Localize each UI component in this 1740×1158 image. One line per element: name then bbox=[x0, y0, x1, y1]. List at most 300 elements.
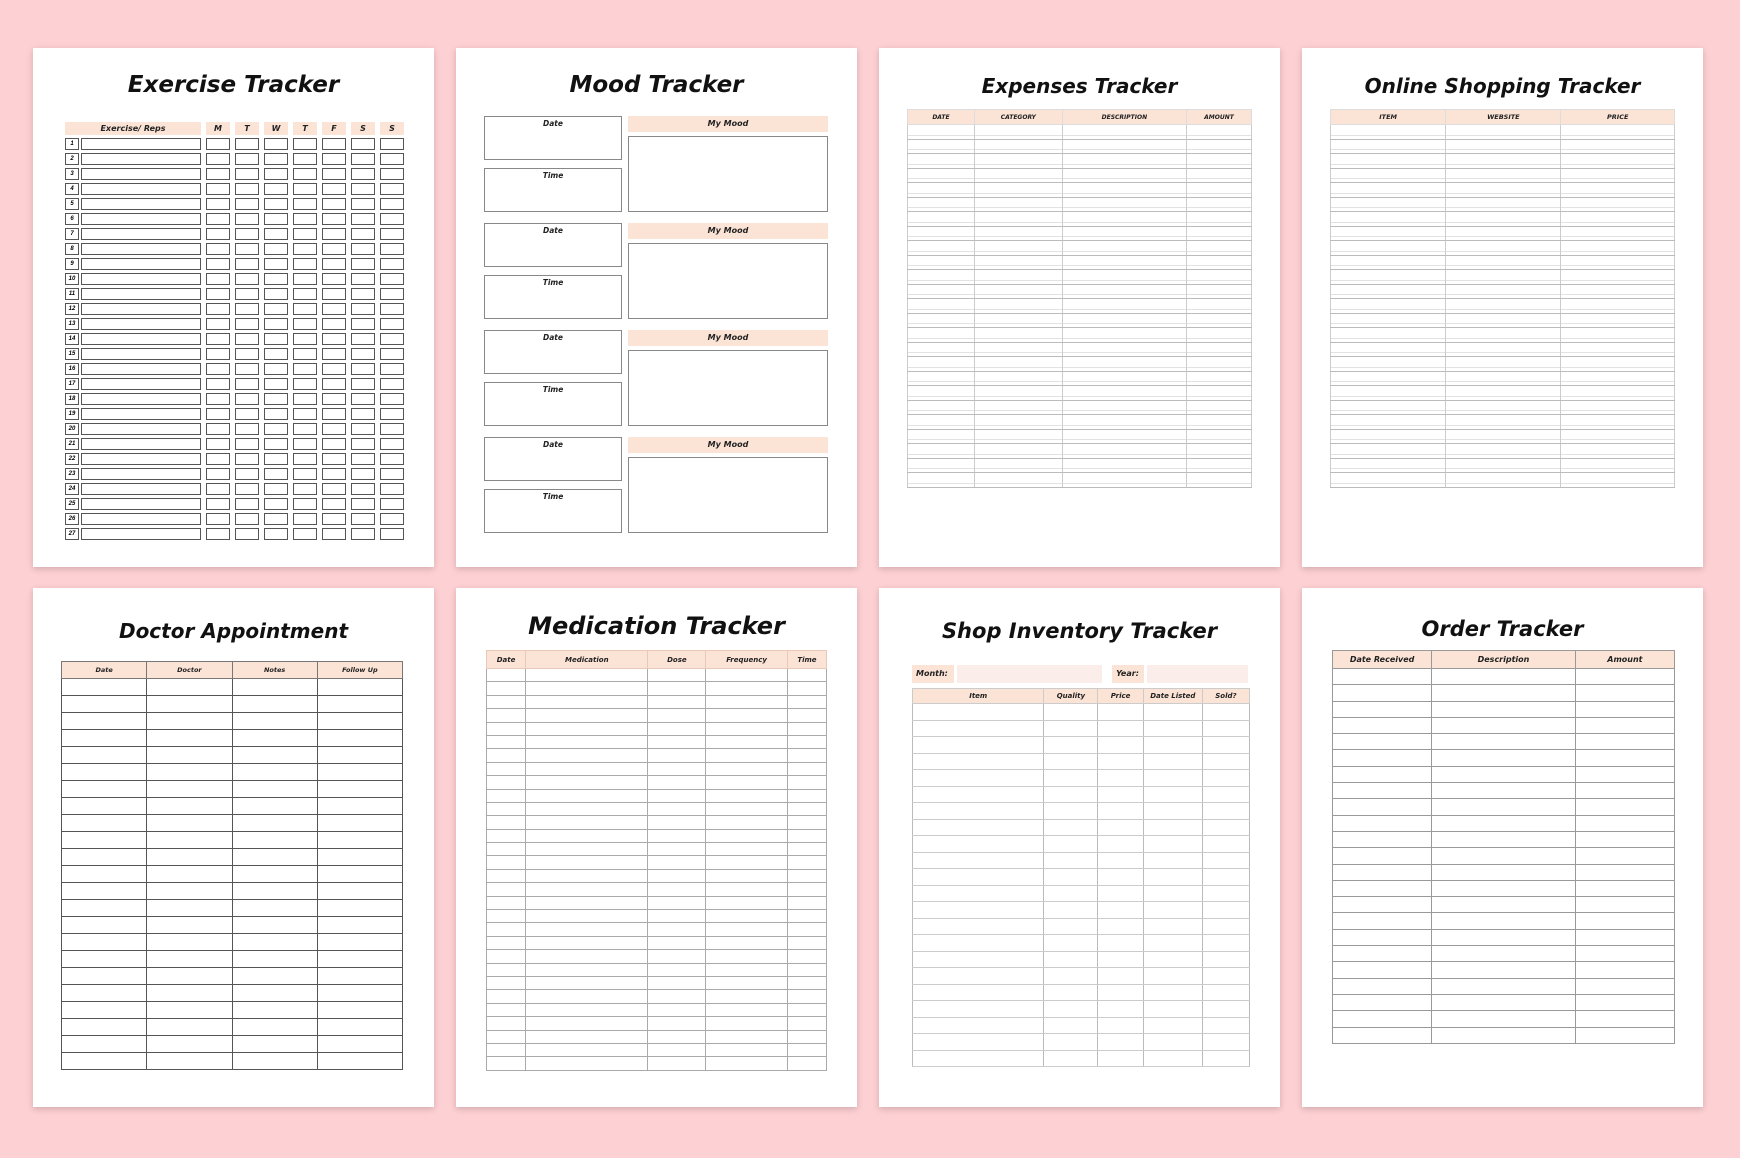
table-cell[interactable] bbox=[1143, 737, 1202, 754]
day-checkbox[interactable] bbox=[235, 333, 259, 345]
day-checkbox[interactable] bbox=[235, 258, 259, 270]
table-cell[interactable] bbox=[1143, 836, 1202, 853]
table-cell[interactable] bbox=[787, 990, 826, 1003]
table-cell[interactable] bbox=[1187, 400, 1252, 415]
table-cell[interactable] bbox=[1062, 183, 1186, 198]
table-cell[interactable] bbox=[147, 849, 232, 866]
table-cell[interactable] bbox=[487, 843, 526, 856]
table-cell[interactable] bbox=[1331, 125, 1446, 140]
table-cell[interactable] bbox=[487, 802, 526, 815]
day-checkbox[interactable] bbox=[322, 438, 346, 450]
table-cell[interactable] bbox=[1187, 458, 1252, 473]
table-cell[interactable] bbox=[1062, 357, 1186, 372]
table-cell[interactable] bbox=[1446, 342, 1561, 357]
table-cell[interactable] bbox=[706, 722, 788, 735]
table-cell[interactable] bbox=[1202, 1001, 1249, 1018]
table-cell[interactable] bbox=[1333, 734, 1432, 750]
day-checkbox[interactable] bbox=[380, 468, 404, 480]
day-checkbox[interactable] bbox=[351, 258, 375, 270]
table-cell[interactable] bbox=[648, 709, 706, 722]
table-cell[interactable] bbox=[1432, 799, 1576, 815]
table-cell[interactable] bbox=[232, 866, 317, 883]
table-cell[interactable] bbox=[147, 1036, 232, 1053]
table-cell[interactable] bbox=[487, 950, 526, 963]
table-cell[interactable] bbox=[908, 400, 975, 415]
table-cell[interactable] bbox=[706, 776, 788, 789]
table-cell[interactable] bbox=[526, 936, 648, 949]
exercise-input[interactable] bbox=[81, 498, 201, 510]
table-cell[interactable] bbox=[1143, 968, 1202, 985]
exercise-input[interactable] bbox=[81, 513, 201, 525]
table-cell[interactable] bbox=[1432, 815, 1576, 831]
table-cell[interactable] bbox=[908, 429, 975, 444]
table-cell[interactable] bbox=[147, 815, 232, 832]
day-checkbox[interactable] bbox=[206, 138, 230, 150]
table-cell[interactable] bbox=[1044, 803, 1098, 820]
table-cell[interactable] bbox=[526, 789, 648, 802]
table-cell[interactable] bbox=[648, 936, 706, 949]
day-checkbox[interactable] bbox=[380, 333, 404, 345]
day-checkbox[interactable] bbox=[206, 168, 230, 180]
day-checkbox[interactable] bbox=[322, 333, 346, 345]
table-cell[interactable] bbox=[1331, 473, 1446, 488]
table-cell[interactable] bbox=[487, 829, 526, 842]
table-cell[interactable] bbox=[1561, 226, 1675, 241]
exercise-input[interactable] bbox=[81, 408, 201, 420]
day-checkbox[interactable] bbox=[264, 528, 288, 540]
table-cell[interactable] bbox=[1561, 212, 1675, 227]
table-cell[interactable] bbox=[147, 1019, 232, 1036]
table-cell[interactable] bbox=[1044, 720, 1098, 737]
table-cell[interactable] bbox=[1143, 1034, 1202, 1051]
table-cell[interactable] bbox=[1575, 978, 1674, 994]
table-cell[interactable] bbox=[787, 896, 826, 909]
day-checkbox[interactable] bbox=[264, 243, 288, 255]
table-cell[interactable] bbox=[487, 735, 526, 748]
table-cell[interactable] bbox=[1098, 968, 1143, 985]
table-cell[interactable] bbox=[62, 696, 147, 713]
table-cell[interactable] bbox=[913, 951, 1044, 968]
table-cell[interactable] bbox=[526, 695, 648, 708]
table-cell[interactable] bbox=[1044, 852, 1098, 869]
day-checkbox[interactable] bbox=[380, 378, 404, 390]
table-cell[interactable] bbox=[1143, 753, 1202, 770]
day-checkbox[interactable] bbox=[264, 138, 288, 150]
table-cell[interactable] bbox=[913, 869, 1044, 886]
day-checkbox[interactable] bbox=[322, 423, 346, 435]
table-cell[interactable] bbox=[1561, 270, 1675, 285]
table-cell[interactable] bbox=[648, 776, 706, 789]
table-cell[interactable] bbox=[1432, 848, 1576, 864]
table-cell[interactable] bbox=[487, 896, 526, 909]
day-checkbox[interactable] bbox=[235, 393, 259, 405]
table-cell[interactable] bbox=[1575, 994, 1674, 1010]
table-cell[interactable] bbox=[487, 976, 526, 989]
table-cell[interactable] bbox=[526, 709, 648, 722]
table-cell[interactable] bbox=[1187, 386, 1252, 401]
table-cell[interactable] bbox=[974, 299, 1062, 314]
table-cell[interactable] bbox=[974, 415, 1062, 430]
table-cell[interactable] bbox=[232, 798, 317, 815]
table-cell[interactable] bbox=[526, 802, 648, 815]
day-checkbox[interactable] bbox=[351, 438, 375, 450]
exercise-input[interactable] bbox=[81, 138, 201, 150]
exercise-input[interactable] bbox=[81, 198, 201, 210]
table-cell[interactable] bbox=[526, 1057, 648, 1070]
table-cell[interactable] bbox=[1202, 869, 1249, 886]
table-cell[interactable] bbox=[1446, 255, 1561, 270]
table-cell[interactable] bbox=[706, 1017, 788, 1030]
day-checkbox[interactable] bbox=[322, 228, 346, 240]
day-checkbox[interactable] bbox=[264, 303, 288, 315]
table-cell[interactable] bbox=[706, 669, 788, 682]
table-cell[interactable] bbox=[62, 730, 147, 747]
table-cell[interactable] bbox=[62, 679, 147, 696]
table-cell[interactable] bbox=[706, 910, 788, 923]
time-box[interactable] bbox=[484, 168, 622, 212]
table-cell[interactable] bbox=[1202, 1017, 1249, 1034]
table-cell[interactable] bbox=[1062, 371, 1186, 386]
table-cell[interactable] bbox=[1062, 139, 1186, 154]
table-cell[interactable] bbox=[1098, 951, 1143, 968]
table-cell[interactable] bbox=[1187, 342, 1252, 357]
table-cell[interactable] bbox=[232, 679, 317, 696]
table-cell[interactable] bbox=[147, 934, 232, 951]
day-checkbox[interactable] bbox=[293, 318, 317, 330]
table-cell[interactable] bbox=[1062, 241, 1186, 256]
table-cell[interactable] bbox=[487, 1043, 526, 1056]
table-cell[interactable] bbox=[317, 934, 402, 951]
table-cell[interactable] bbox=[62, 985, 147, 1002]
table-cell[interactable] bbox=[487, 1030, 526, 1043]
table-cell[interactable] bbox=[1044, 786, 1098, 803]
day-checkbox[interactable] bbox=[351, 273, 375, 285]
day-checkbox[interactable] bbox=[322, 273, 346, 285]
day-checkbox[interactable] bbox=[264, 153, 288, 165]
table-cell[interactable] bbox=[648, 990, 706, 1003]
day-checkbox[interactable] bbox=[380, 498, 404, 510]
table-cell[interactable] bbox=[1044, 918, 1098, 935]
day-checkbox[interactable] bbox=[293, 228, 317, 240]
table-cell[interactable] bbox=[1331, 444, 1446, 459]
day-checkbox[interactable] bbox=[351, 483, 375, 495]
table-cell[interactable] bbox=[787, 776, 826, 789]
table-cell[interactable] bbox=[1331, 284, 1446, 299]
table-cell[interactable] bbox=[1446, 415, 1561, 430]
exercise-input[interactable] bbox=[81, 363, 201, 375]
table-cell[interactable] bbox=[1446, 125, 1561, 140]
date-box[interactable] bbox=[484, 116, 622, 160]
table-cell[interactable] bbox=[526, 843, 648, 856]
table-cell[interactable] bbox=[1187, 212, 1252, 227]
table-cell[interactable] bbox=[526, 950, 648, 963]
day-checkbox[interactable] bbox=[293, 438, 317, 450]
table-cell[interactable] bbox=[1331, 357, 1446, 372]
table-cell[interactable] bbox=[1044, 869, 1098, 886]
table-cell[interactable] bbox=[913, 720, 1044, 737]
table-cell[interactable] bbox=[1098, 1050, 1143, 1067]
table-cell[interactable] bbox=[1143, 902, 1202, 919]
day-checkbox[interactable] bbox=[264, 258, 288, 270]
table-cell[interactable] bbox=[787, 709, 826, 722]
table-cell[interactable] bbox=[1432, 750, 1576, 766]
table-cell[interactable] bbox=[232, 764, 317, 781]
table-cell[interactable] bbox=[913, 786, 1044, 803]
day-checkbox[interactable] bbox=[264, 453, 288, 465]
table-cell[interactable] bbox=[487, 669, 526, 682]
table-cell[interactable] bbox=[1187, 154, 1252, 169]
day-checkbox[interactable] bbox=[380, 258, 404, 270]
table-cell[interactable] bbox=[1044, 819, 1098, 836]
table-cell[interactable] bbox=[1432, 962, 1576, 978]
table-cell[interactable] bbox=[1187, 415, 1252, 430]
table-cell[interactable] bbox=[648, 963, 706, 976]
table-cell[interactable] bbox=[787, 843, 826, 856]
table-cell[interactable] bbox=[1062, 458, 1186, 473]
table-cell[interactable] bbox=[648, 843, 706, 856]
day-checkbox[interactable] bbox=[322, 498, 346, 510]
table-cell[interactable] bbox=[1202, 720, 1249, 737]
table-cell[interactable] bbox=[974, 371, 1062, 386]
table-cell[interactable] bbox=[706, 695, 788, 708]
table-cell[interactable] bbox=[1333, 1011, 1432, 1027]
table-cell[interactable] bbox=[648, 669, 706, 682]
table-cell[interactable] bbox=[487, 709, 526, 722]
table-cell[interactable] bbox=[487, 990, 526, 1003]
table-cell[interactable] bbox=[1331, 342, 1446, 357]
table-cell[interactable] bbox=[1143, 951, 1202, 968]
table-cell[interactable] bbox=[1575, 717, 1674, 733]
table-cell[interactable] bbox=[1432, 1027, 1576, 1043]
table-cell[interactable] bbox=[974, 154, 1062, 169]
table-cell[interactable] bbox=[1432, 685, 1576, 701]
table-cell[interactable] bbox=[317, 1002, 402, 1019]
exercise-input[interactable] bbox=[81, 288, 201, 300]
table-cell[interactable] bbox=[706, 843, 788, 856]
table-cell[interactable] bbox=[1187, 284, 1252, 299]
table-cell[interactable] bbox=[1331, 241, 1446, 256]
table-cell[interactable] bbox=[1446, 299, 1561, 314]
table-cell[interactable] bbox=[147, 679, 232, 696]
table-cell[interactable] bbox=[1446, 371, 1561, 386]
table-cell[interactable] bbox=[1432, 1011, 1576, 1027]
day-checkbox[interactable] bbox=[235, 183, 259, 195]
table-cell[interactable] bbox=[147, 951, 232, 968]
table-cell[interactable] bbox=[62, 1036, 147, 1053]
day-checkbox[interactable] bbox=[235, 213, 259, 225]
table-cell[interactable] bbox=[1062, 328, 1186, 343]
exercise-input[interactable] bbox=[81, 213, 201, 225]
day-checkbox[interactable] bbox=[264, 438, 288, 450]
day-checkbox[interactable] bbox=[264, 348, 288, 360]
table-cell[interactable] bbox=[706, 802, 788, 815]
table-cell[interactable] bbox=[1446, 313, 1561, 328]
day-checkbox[interactable] bbox=[206, 228, 230, 240]
table-cell[interactable] bbox=[908, 357, 975, 372]
table-cell[interactable] bbox=[1561, 168, 1675, 183]
day-checkbox[interactable] bbox=[380, 363, 404, 375]
day-checkbox[interactable] bbox=[206, 288, 230, 300]
day-checkbox[interactable] bbox=[380, 228, 404, 240]
table-cell[interactable] bbox=[1333, 799, 1432, 815]
day-checkbox[interactable] bbox=[264, 228, 288, 240]
day-checkbox[interactable] bbox=[206, 408, 230, 420]
day-checkbox[interactable] bbox=[351, 228, 375, 240]
day-checkbox[interactable] bbox=[351, 363, 375, 375]
day-checkbox[interactable] bbox=[293, 393, 317, 405]
table-cell[interactable] bbox=[706, 1043, 788, 1056]
table-cell[interactable] bbox=[317, 883, 402, 900]
table-cell[interactable] bbox=[487, 856, 526, 869]
table-cell[interactable] bbox=[317, 713, 402, 730]
day-checkbox[interactable] bbox=[206, 153, 230, 165]
table-cell[interactable] bbox=[908, 125, 975, 140]
table-cell[interactable] bbox=[1575, 831, 1674, 847]
day-checkbox[interactable] bbox=[206, 243, 230, 255]
table-cell[interactable] bbox=[706, 1057, 788, 1070]
table-cell[interactable] bbox=[648, 923, 706, 936]
table-cell[interactable] bbox=[706, 829, 788, 842]
table-cell[interactable] bbox=[1044, 902, 1098, 919]
table-cell[interactable] bbox=[1202, 1034, 1249, 1051]
table-cell[interactable] bbox=[487, 695, 526, 708]
table-cell[interactable] bbox=[526, 762, 648, 775]
day-checkbox[interactable] bbox=[322, 393, 346, 405]
table-cell[interactable] bbox=[1446, 139, 1561, 154]
day-checkbox[interactable] bbox=[351, 498, 375, 510]
table-cell[interactable] bbox=[706, 709, 788, 722]
table-cell[interactable] bbox=[1432, 946, 1576, 962]
table-cell[interactable] bbox=[526, 722, 648, 735]
table-cell[interactable] bbox=[232, 1053, 317, 1070]
table-cell[interactable] bbox=[908, 226, 975, 241]
day-checkbox[interactable] bbox=[293, 333, 317, 345]
day-checkbox[interactable] bbox=[293, 513, 317, 525]
day-checkbox[interactable] bbox=[380, 138, 404, 150]
table-cell[interactable] bbox=[1044, 1001, 1098, 1018]
table-cell[interactable] bbox=[526, 816, 648, 829]
table-cell[interactable] bbox=[974, 473, 1062, 488]
table-cell[interactable] bbox=[526, 1017, 648, 1030]
table-cell[interactable] bbox=[1202, 951, 1249, 968]
table-cell[interactable] bbox=[1575, 864, 1674, 880]
table-cell[interactable] bbox=[1331, 458, 1446, 473]
table-cell[interactable] bbox=[1333, 946, 1432, 962]
table-cell[interactable] bbox=[487, 749, 526, 762]
table-cell[interactable] bbox=[1333, 913, 1432, 929]
table-cell[interactable] bbox=[1098, 753, 1143, 770]
day-checkbox[interactable] bbox=[235, 318, 259, 330]
table-cell[interactable] bbox=[648, 695, 706, 708]
table-cell[interactable] bbox=[1575, 685, 1674, 701]
table-cell[interactable] bbox=[1331, 328, 1446, 343]
table-cell[interactable] bbox=[648, 682, 706, 695]
table-cell[interactable] bbox=[1202, 918, 1249, 935]
table-cell[interactable] bbox=[648, 1017, 706, 1030]
table-cell[interactable] bbox=[317, 798, 402, 815]
day-checkbox[interactable] bbox=[293, 453, 317, 465]
table-cell[interactable] bbox=[908, 255, 975, 270]
table-cell[interactable] bbox=[317, 951, 402, 968]
table-cell[interactable] bbox=[1561, 284, 1675, 299]
table-cell[interactable] bbox=[648, 802, 706, 815]
table-cell[interactable] bbox=[787, 923, 826, 936]
day-checkbox[interactable] bbox=[351, 513, 375, 525]
table-cell[interactable] bbox=[913, 984, 1044, 1001]
day-checkbox[interactable] bbox=[206, 213, 230, 225]
table-cell[interactable] bbox=[1446, 400, 1561, 415]
table-cell[interactable] bbox=[1575, 1011, 1674, 1027]
day-checkbox[interactable] bbox=[293, 138, 317, 150]
table-cell[interactable] bbox=[1187, 197, 1252, 212]
table-cell[interactable] bbox=[1202, 1050, 1249, 1067]
table-cell[interactable] bbox=[1331, 299, 1446, 314]
table-cell[interactable] bbox=[974, 328, 1062, 343]
day-checkbox[interactable] bbox=[293, 273, 317, 285]
table-cell[interactable] bbox=[1575, 766, 1674, 782]
table-cell[interactable] bbox=[1333, 685, 1432, 701]
day-checkbox[interactable] bbox=[293, 213, 317, 225]
table-cell[interactable] bbox=[1187, 328, 1252, 343]
table-cell[interactable] bbox=[706, 963, 788, 976]
table-cell[interactable] bbox=[1098, 737, 1143, 754]
day-checkbox[interactable] bbox=[351, 198, 375, 210]
table-cell[interactable] bbox=[1202, 836, 1249, 853]
table-cell[interactable] bbox=[974, 241, 1062, 256]
table-cell[interactable] bbox=[487, 789, 526, 802]
day-checkbox[interactable] bbox=[264, 198, 288, 210]
table-cell[interactable] bbox=[317, 730, 402, 747]
table-cell[interactable] bbox=[913, 968, 1044, 985]
table-cell[interactable] bbox=[787, 829, 826, 842]
table-cell[interactable] bbox=[1575, 701, 1674, 717]
table-cell[interactable] bbox=[62, 883, 147, 900]
table-cell[interactable] bbox=[787, 669, 826, 682]
table-cell[interactable] bbox=[1333, 783, 1432, 799]
table-cell[interactable] bbox=[1333, 1027, 1432, 1043]
day-checkbox[interactable] bbox=[235, 138, 259, 150]
table-cell[interactable] bbox=[648, 883, 706, 896]
table-cell[interactable] bbox=[648, 869, 706, 882]
table-cell[interactable] bbox=[1143, 918, 1202, 935]
table-cell[interactable] bbox=[908, 270, 975, 285]
table-cell[interactable] bbox=[908, 299, 975, 314]
table-cell[interactable] bbox=[913, 836, 1044, 853]
day-checkbox[interactable] bbox=[322, 453, 346, 465]
table-cell[interactable] bbox=[147, 696, 232, 713]
day-checkbox[interactable] bbox=[235, 408, 259, 420]
table-cell[interactable] bbox=[526, 990, 648, 1003]
day-checkbox[interactable] bbox=[264, 378, 288, 390]
table-cell[interactable] bbox=[1098, 984, 1143, 1001]
table-cell[interactable] bbox=[648, 896, 706, 909]
day-checkbox[interactable] bbox=[206, 333, 230, 345]
exercise-input[interactable] bbox=[81, 468, 201, 480]
table-cell[interactable] bbox=[706, 896, 788, 909]
exercise-input[interactable] bbox=[81, 453, 201, 465]
table-cell[interactable] bbox=[1432, 978, 1576, 994]
table-cell[interactable] bbox=[1446, 154, 1561, 169]
table-cell[interactable] bbox=[1575, 897, 1674, 913]
exercise-input[interactable] bbox=[81, 273, 201, 285]
table-cell[interactable] bbox=[1202, 935, 1249, 952]
table-cell[interactable] bbox=[1062, 197, 1186, 212]
table-cell[interactable] bbox=[1098, 1034, 1143, 1051]
table-cell[interactable] bbox=[1143, 720, 1202, 737]
table-cell[interactable] bbox=[526, 1030, 648, 1043]
table-cell[interactable] bbox=[1331, 400, 1446, 415]
table-cell[interactable] bbox=[974, 139, 1062, 154]
